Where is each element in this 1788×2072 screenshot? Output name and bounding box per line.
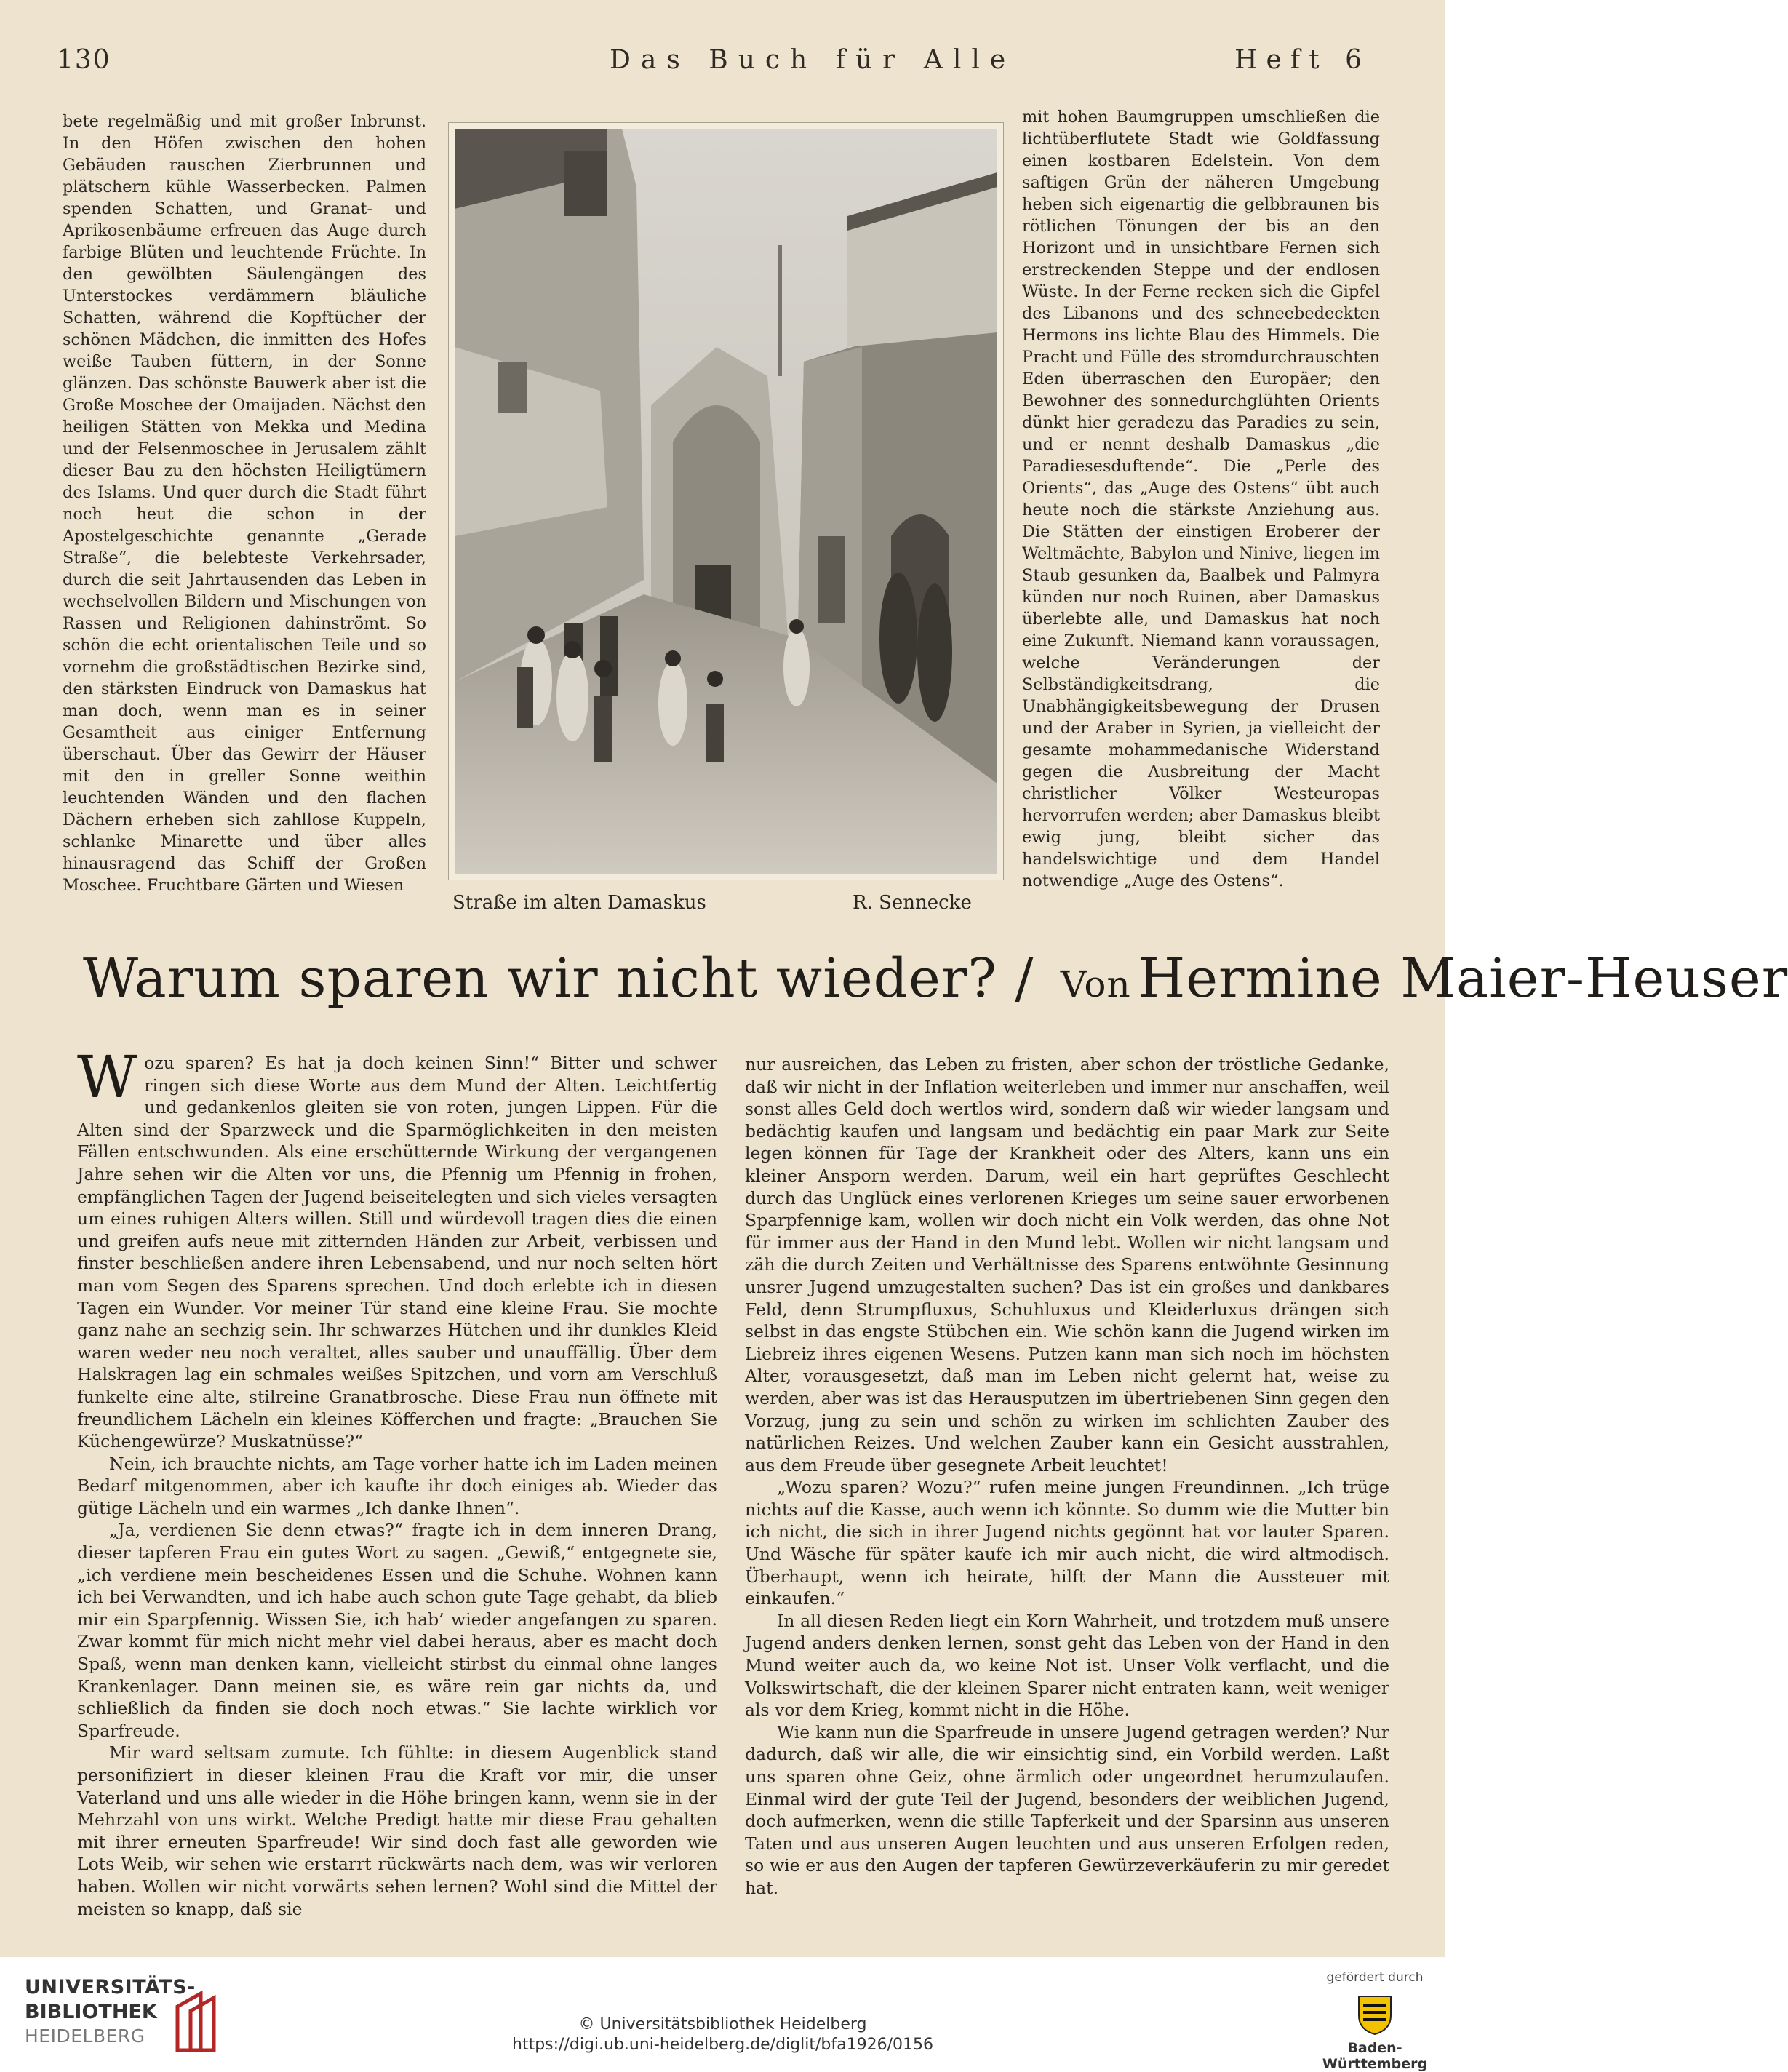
article-opening-text: ozu sparen? Es hat ja doch keinen Sinn!“ Bitter und schwer ringen sich diese Worte aus dem Mund der Alten. Leichtfertig und gedankenlos gleiten sie von roten, jungen Lippen. Für die Alten sind der Sparzweck und die Sparmöglichkeiten in den meisten Fällen entschwunden. Als eine erschütternde Wirkung der vergangenen Jahre sehen wir die Alten vor uns, die Pfennig um Pfennig in frohen, empfänglichen Tagen der Jugend beiseitelegten und sich vieles versagten um eines ruhigen Alters willen. Still und würdevoll tragen dies die einen und greifen aufs neue mit zitternden Händen zur Arbeit, verbissen und finster beschließen andere ihren Lebensabend, und nur noch selten hört man vom Segen des Sparens sprechen. Und doch erlebte ich in diesen Tagen ein Wunder. Vor meiner Tür stand eine kleine Frau. Sie mochte ganz nahe an sechzig sein. Ihr schwarzes Hütchen und ihr dunkles Kleid waren weder neu noch veraltet, alles sauber und unauffällig. Über dem Halskragen lag ein schmales weißes Spitzchen, und vorn am Verschluß funkelte eine alte, stilreine Granatbrosche. Diese Frau nun öffnete mit freundlichem Lächeln ein kleines Köfferchen und fragte: „Brauchen Sie Küchengewürze? Muskatnüsse?“ xyxy=(77,1053,717,1452)
permalink[interactable]: https://digi.ub.uni-heidelberg.de/diglit/bfa1926/0156 xyxy=(512,2036,933,2054)
running-header xyxy=(57,41,1381,84)
street-photo-image xyxy=(455,129,997,874)
funding-name: Baden-Württemberg xyxy=(1322,2040,1428,2072)
photo-figure xyxy=(448,122,1004,880)
funding-label: gefördert durch xyxy=(1326,1970,1424,1985)
library-name-line3: HEIDELBERG xyxy=(25,2025,145,2047)
article-heading xyxy=(83,947,1788,1027)
left-column-paragraph: bete regelmäßig und mit großer Inbrunst. In den Höfen zwischen den hohen Gebäuden rauschen Zierbrunnen und plätschern kühle Wasserbecken. Palmen spenden Schatten, und Granat- und Aprikosenbäume erfreuen das Auge durch farbige Blüten und leuchtende Früchte. In den gewölbten Säulengängen des Unterstockes verdämmern bläuliche Schatten, während die Kopftücher der schönen Mädchen, die inmitten des Hofes weiße Tauben füttern, in der Sonne glänzen. Das schönste Bauwerk aber ist die Große Moschee der Omaijaden. Nächst den heiligen Stätten von Mekka und Medina und der Felsenmoschee in Jerusalem zählt dieser Bau zu den höchsten Heiligtümern des Islams. Und quer durch die Stadt führt noch heut die schon in der Apostelgeschichte genannte „Gerade Straße“, die belebteste Verkehrsader, durch die seit Jahrtausenden das Leben in wechselvollen Bildern und Mischungen von Rassen und Religionen dahinströmt. So schön die echt orientalischen Teile und so vornehm die großstädtischen Bezirke sind, den stärksten Eindruck von Damaskus hat man doch, wenn man es in seiner Gesamtheit aus einiger Entfernung überschaut. Über das Gewirr der Häuser mit den in greller Sonne weithin leuchtenden Wänden und den flachen Dächern erheben sich zahllose Kuppeln, schlanke Minarette und über alles hinausragend das Schiff der Großen Moschee. Fruchtbare Gärten und Wiesen xyxy=(63,112,426,895)
title-separator: / xyxy=(1015,947,1034,1010)
library-name-line1: UNIVERSITÄTS- xyxy=(25,1976,196,1999)
article-column-1 xyxy=(77,1043,717,1919)
byline-prefix: Von xyxy=(1060,963,1131,1005)
article-paragraph: In all diesen Reden liegt ein Korn Wahrheit, und trotzdem muß unsere Jugend anders denken lernen, sonst geht das Leben von der Hand in den Mund weiter auch da, wo keine Not ist. Unser Volk verflacht, und die Volkswirtschaft, die der kleinen Sparer nicht entraten kann, weit weniger als vor dem Krieg, kommt nicht in die Höhe. xyxy=(745,1610,1389,1721)
right-text-column xyxy=(1022,106,1380,933)
drop-cap: W xyxy=(77,1043,137,1111)
photo-caption: Straße im alten Damaskus xyxy=(452,892,706,914)
state-crest-icon xyxy=(1353,1992,1397,2036)
article-paragraph: Mir ward seltsam zumute. Ich fühlte: in diesem Augenblick stand personifiziert in dieser kleinen Frau die Kraft vor mir, die unser Vaterland und uns alle wieder in die Höhe bringen kann, wenn sie in der Mehrzahl von uns wirkt. Welche Predigt hatte mir diese Frau gehalten mit ihrer erneuten Sparfreude! Wir sind doch fast alle geworden wie Lots Weib, wir sehen wie erstarrt rückwärts nach dem, was wir verloren haben. Wollen wir nicht vorwärts sehen lernen? Wohl sind die Mittel der meisten so knapp, daß sie xyxy=(77,1742,717,1919)
viewer-footer xyxy=(0,1957,1445,2072)
article-column-2 xyxy=(745,1053,1389,1898)
copyright-notice: © Universitätsbibliothek Heidelberg xyxy=(578,2015,867,2033)
street-photo xyxy=(455,129,997,874)
left-text-column xyxy=(63,111,426,933)
article-paragraph: „Ja, verdienen Sie denn etwas?“ fragte ich in dem inneren Drang, dieser tapferen Frau ein gutes Wort zu sagen. „Gewiß,“ entgegnete sie, „ich verdiene mein bescheidenes Essen und die Schuhe. Wohnen kann ich bei Verwandten, und ich habe auch schon gute Tage gehabt, da blieb mir ein Sparpfennig. Wissen Sie, ich hab’ wieder angefangen zu sparen. Zwar kommt für mich nicht mehr viel dabei heraus, aber es macht doch Spaß, wenn man denken kann, vielleicht stirbst du einmal ohne langes Krankenlager. Dann meinen sie, es wäre rein gar nichts da, und schließlich da finden sie doch noch etwas.“ Sie lachte wirklich vor Sparfreude. xyxy=(77,1520,717,1741)
article-title: Warum sparen wir nicht wieder? xyxy=(83,947,997,1010)
library-name-line2: BIBLIOTHEK xyxy=(25,2001,157,2023)
issue-number: Heft 6 xyxy=(1234,45,1370,75)
article-paragraph: Wie kann nun die Sparfreude in unsere Jugend getragen werden? Nur dadurch, daß wir alle, die wir einsichtig sind, ein Vorbild werden. Laßt uns sparen ohne Geiz, ohne ärmlich oder ungeordnet herumzulaufen. Einmal wird der gute Teil der Jugend, besonders der weiblichen Jugend, doch aufmerken, wenn die stille Tapferkeit und der Sparsinn aus unseren Taten und aus unseren Augen leuchten und aus unseren Erfolgen reden, so wie er aus den Augen der tapferen Gewürzeverkäuferin zu mir geredet hat. xyxy=(745,1721,1389,1898)
article-paragraph: Nein, ich brauchte nichts, am Tage vorher hatte ich im Laden meinen Bedarf mitgenommen, aber ich kaufte ihr doch einiges ab. Wieder das gütige Lächeln und ein warmes „Ich danke Ihnen“. xyxy=(77,1453,717,1518)
funding-logo xyxy=(1317,1970,1433,2072)
article-paragraph: „Wozu sparen? Wozu?“ rufen meine jungen Freundinnen. „Ich trüge nichts auf die Kasse, auch wenn ich könnte. So dumm wie die Mutter bin ich nicht, die sich in ihrer Jugend nichts gegönnt hat vor lauter Sparen. Und Wäsche für später kaufe ich mir auch nicht, die wird altmodisch. Überhaupt, wenn ich heirate, hilft der Mann die Aussteuer mit einkaufen.“ xyxy=(745,1477,1389,1609)
running-title: Das Buch für Alle xyxy=(610,45,1016,75)
photo-credit: R. Sennecke xyxy=(853,892,972,914)
article-author: Hermine Maier-Heuser xyxy=(1138,947,1788,1010)
page-number: 130 xyxy=(57,45,111,75)
article-paragraph xyxy=(77,1043,717,1453)
article-paragraph: nur ausreichen, das Leben zu fristen, aber schon der tröstliche Gedanke, daß wir nicht in der Inflation weiterleben und immer nur anschaffen, weil sonst alles Geld doch wertlos wird, sondern daß wir wieder langsam und bedächtig kaufen und langsam und bedächtig ein paar Mark zur Seite legen können für Tage der Krankheit oder des Alters, kann uns ein kleiner Ansporn werden. Darum, weil ein hart geprüftes Geschlecht durch das Unglück eines verlorenen Krieges um seine sauer erworbenen Sparpfennige kam, wollen wir doch nicht ein Volk werden, das ohne Not für immer aus der Hand in den Mund lebt. Wollen wir nicht langsam und zäh die durch Zeiten und Verhältnisse des Sparens entwöhnte Gesinnung unsrer Jugend umzugestalten suchen? Das ist ein großes und dankbares Feld, denn Strumpfluxus, Schuhluxus und Kleiderluxus drängen sich selbst in das engste Stübchen ein. Wie schön kann die Jugend wirken im Liebreiz ihres eigenen Wesens. Putzen kann man sich noch im höchsten Alter, vorausgesetzt, daß man im Leben nicht gelernt hat, weise zu werden, aber was ist das Herausputzen im übertriebenen Sinn gegen den Vorzug, jung zu sein und schön zu wirken im schlichten Zauber des natürlichen Reizes. Und welchen Zauber kann ein Gesicht ausstrahlen, aus dem Freude über gesegnete Arbeit leuchtet! xyxy=(745,1054,1389,1475)
right-column-paragraph: mit hohen Baumgruppen umschließen die lichtüberflutete Stadt wie Goldfassung einen kostbaren Edelstein. Von dem saftigen Grün der näheren Umgebung heben sich eigenartig die gelbbraunen bis rötlichen Tönungen der bis an den Horizont und in unsichtbare Fernen sich erstreckenden Steppe und der endlosen Wüste. In der Ferne recken sich die Gipfel des Libanons und des schneebedeckten Hermons ins lichte Blau des Himmels. Die Pracht und Fülle des stromdurchrauschten Eden überraschen den Europäer; den Bewohner des sonnedurchglühten Orients dünkt hier geradezu das Paradies zu sein, und er nennt deshalb Damaskus „die Paradiesesduftende“. Die „Perle des Orients“, das „Auge des Ostens“ übt auch heute noch die stärkste Anziehung aus. Die Stätten der einstigen Eroberer der Weltmächte, Babylon und Ninive, liegen im Staub gesunken da, Baalbek und Palmyra künden nur noch Ruinen, aber Damaskus überlebte alle, und Damaskus hat noch eine Zukunft. Niemand kann voraussagen, welche Veränderungen der Selbständigkeitsdrang, die Unabhängigkeitsbewegung der Drusen und der Araber in Syrien, ja vielleicht der gesamte mohammedanische Widerstand gegen die Ausbreitung der Macht christlicher Völker Westeuropas hervorrufen werden; aber Damaskus bleibt ewig jung, bleibt sicher das handelswichtige und dem Handel notwendige „Auge des Ostens“. xyxy=(1022,108,1380,890)
